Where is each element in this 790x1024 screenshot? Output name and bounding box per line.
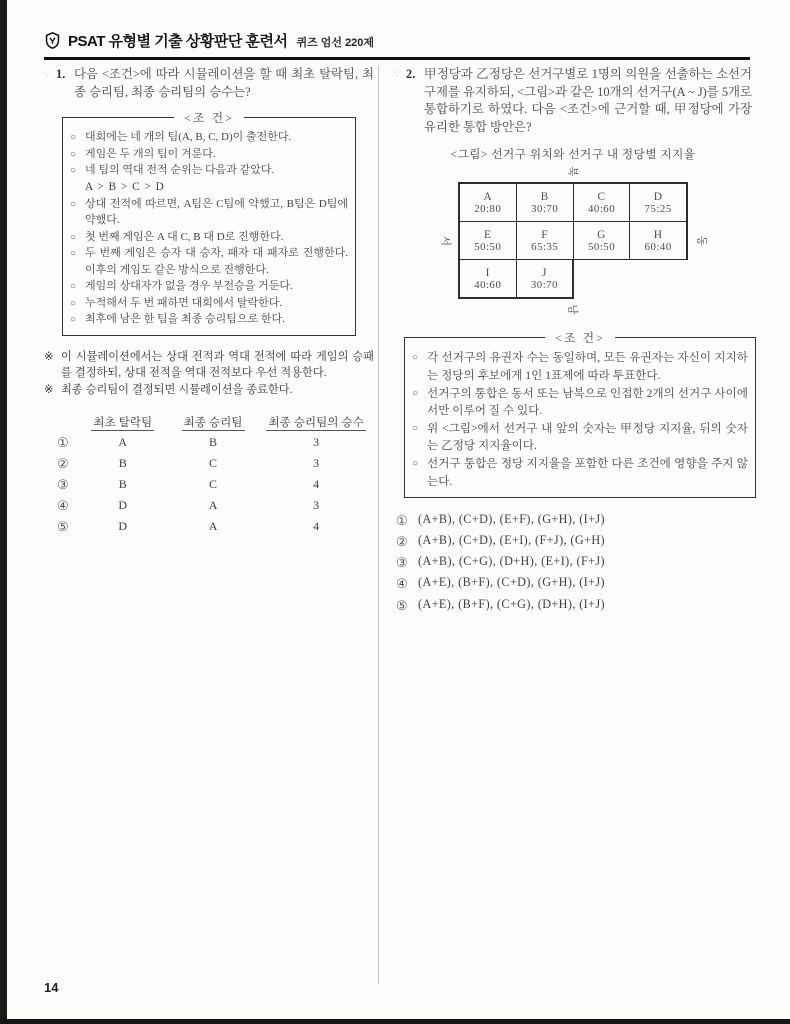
option-number: ②	[56, 455, 69, 471]
question-1-notes	[44, 349, 374, 399]
condition-item	[70, 162, 348, 179]
answer-option-row	[48, 453, 374, 474]
column-header: 최종 승리팀의 승수	[268, 415, 364, 429]
choice-row	[396, 595, 752, 616]
question-1-text: 다음 <조건>에 따라 시뮬레이션을 할 때 최초 탈락팀, 최종 승리팀, 최종 승리팀의 승수는?	[74, 67, 374, 99]
choice-row	[396, 510, 752, 531]
note-text: 이 시뮬레이션에서는 상대 전적과 역대 전적에 따라 게임의 승패를 결정하되, 상대 전적을 역대 전적보다 우선 적용한다.	[61, 350, 374, 380]
ranking-line: A > B > C > D	[85, 180, 165, 193]
choice-row	[396, 531, 752, 552]
condition-item	[70, 129, 348, 146]
figure-title: <그림> 선거구 위치와 선거구 내 정당별 지지율	[450, 148, 696, 162]
district-cell-A: A 20:80	[459, 183, 516, 222]
choice-text: (A+B), (C+D), (E+F), (G+H), (I+J)	[418, 512, 606, 527]
compass-west-label: 서	[439, 235, 451, 247]
circle-bullet: ○	[412, 458, 419, 470]
circle-bullet: ○	[412, 422, 419, 434]
question-2-choices	[396, 510, 752, 615]
district-cell-G: G 50:50	[573, 222, 630, 260]
district-cell-D: D 75:25	[630, 183, 687, 222]
note-text: 최종 승리팀이 결정되면 시뮬레이션을 종료한다.	[61, 384, 293, 397]
choice-text: (A+E), (B+F), (C+G), (D+H), (I+J)	[418, 596, 606, 611]
column-header: 최초 탈락팀	[93, 415, 153, 429]
circle-bullet: ○	[70, 248, 77, 260]
condition-item	[70, 295, 348, 312]
choice-row	[396, 552, 752, 573]
district-grid	[458, 182, 688, 299]
cell-first-eliminated: D	[118, 498, 128, 513]
condition-item	[412, 349, 748, 384]
question-1-condition-box	[62, 111, 356, 335]
choice-number: ④	[396, 576, 408, 592]
cell-win-count: 3	[313, 456, 320, 471]
note-item	[44, 382, 374, 399]
answer-option-row	[48, 516, 374, 537]
print-smudge: ∵	[44, 70, 50, 80]
compass-south-label: 남	[566, 304, 578, 316]
district-cell-F: F 65:35	[516, 222, 573, 260]
condition-item	[70, 146, 348, 163]
question-1-answer-table	[48, 411, 374, 537]
district-cell-B: B 30:70	[516, 183, 573, 222]
circle-bullet: ○	[412, 352, 419, 364]
condition-box-title: <조 건>	[545, 329, 615, 346]
option-number: ⑤	[56, 518, 69, 534]
choice-row	[396, 573, 752, 594]
district-cell-C: C 40:60	[573, 183, 630, 222]
condition-item	[70, 229, 348, 246]
condition-item	[70, 278, 348, 295]
condition-item	[412, 420, 748, 455]
condition-item	[70, 196, 348, 229]
cell-final-winner: A	[208, 519, 218, 534]
circle-bullet: ○	[70, 132, 77, 144]
cell-final-winner: B	[209, 435, 218, 450]
question-2-condition-box	[404, 331, 756, 498]
condition-text: 누적해서 두 번 패하면 대회에서 탈락한다.	[85, 296, 283, 309]
cell-final-winner: C	[209, 477, 218, 492]
condition-text: 선거구의 통합은 동서 또는 남북으로 인접한 2개의 선거구 사이에서만 이루어 질 수 있다.	[427, 386, 748, 418]
choice-text: (A+B), (C+D), (E+I), (F+J), (G+H)	[418, 533, 606, 548]
question-2-stem	[394, 66, 752, 136]
condition-text: 선거구 통합은 정당 지지율을 포함한 다른 조건에 영향을 주지 않는다.	[427, 457, 748, 488]
column-divider	[378, 66, 379, 984]
header-rule	[44, 57, 750, 60]
circle-bullet: ○	[412, 387, 419, 399]
condition-text: 대회에는 네 개의 팀(A, B, C, D)이 출전한다.	[85, 131, 292, 144]
choice-text: (A+B), (C+G), (D+H), (E+I), (F+J)	[418, 554, 606, 569]
condition-text: 두 번째 게임은 승자 대 승자, 패자 대 패자로 진행한다. 이후의 게임도 같은 방식으로 진행한다.	[85, 247, 348, 276]
answer-option-row	[48, 474, 374, 495]
book-title: PSAT 유형별 기출 상황판단 훈련서	[68, 33, 288, 50]
condition-box-title: <조 건>	[174, 109, 244, 126]
circle-bullet: ○	[70, 165, 77, 177]
condition-item	[70, 245, 348, 278]
cell-first-eliminated: D	[118, 519, 128, 534]
condition-text: 게임은 두 개의 팀이 겨룬다.	[85, 147, 216, 160]
cell-win-count: 3	[313, 435, 320, 450]
grid-empty-slot	[630, 260, 687, 299]
cell-final-winner: C	[209, 456, 218, 471]
question-2-text: 甲정당과 乙정당은 선거구별로 1명의 의원을 선출하는 소선거구제를 유지하되, <그림>과 같은 10개의 선거구(A ~ J)를 5개로 통합하기로 하였다. 다음 <조건>에 근거할 때, 甲정당에 가장 유리한 통합 방안은?	[424, 67, 752, 134]
brand-shield-icon	[44, 32, 61, 49]
book-subtitle: 퀴즈 엄선 220제	[296, 36, 375, 49]
circle-bullet: ○	[70, 281, 77, 293]
condition-item	[412, 455, 748, 490]
print-smudge: ∵	[394, 70, 400, 80]
compass-east-label: 동	[695, 235, 707, 247]
circle-bullet: ○	[70, 297, 77, 309]
condition-text: 최후에 남은 한 팀을 최종 승리팀으로 한다.	[85, 313, 285, 326]
note-item	[44, 349, 374, 383]
option-number: ③	[56, 476, 69, 492]
answer-table-header-row	[48, 411, 374, 432]
answer-option-row	[48, 432, 374, 453]
question-1-stem	[44, 66, 374, 101]
grid-empty-slot	[573, 260, 630, 299]
district-figure	[439, 166, 707, 316]
page-header	[44, 30, 374, 51]
condition-text: 각 선거구의 유권자 수는 동일하며, 모든 유권자는 자신이 지지하는 정당의 후보에게 1인 1표제에 따라 투표한다.	[427, 351, 748, 383]
choice-number: ①	[396, 513, 408, 529]
circle-bullet: ○	[70, 314, 77, 326]
page-bottom-edge	[0, 1019, 790, 1024]
district-cell-J: J 30:70	[516, 260, 573, 299]
circle-bullet: ○	[70, 198, 77, 210]
condition-item	[412, 385, 748, 420]
district-cell-H: H 60:40	[630, 222, 687, 260]
page-number: 14	[44, 980, 59, 995]
circle-bullet: ○	[70, 148, 77, 160]
choice-text: (A+E), (B+F), (C+D), (G+H), (I+J)	[418, 575, 606, 590]
option-number: ④	[56, 497, 69, 513]
cell-final-winner: A	[208, 498, 218, 513]
condition-text: 게임의 상대자가 없을 경우 부전승을 거둔다.	[85, 280, 293, 293]
condition-item	[70, 311, 348, 328]
district-cell-I: I 40:60	[459, 260, 516, 299]
condition-text: 위 <그림>에서 선거구 내 앞의 숫자는 甲정당 지지율, 뒤의 숫자는 乙정당 지지율이다.	[427, 421, 748, 453]
choice-number: ②	[396, 534, 408, 550]
question-2-column	[394, 66, 752, 616]
choice-number: ⑤	[396, 597, 408, 613]
condition-text: 상대 전적에 따르면, A팀은 C팀에 약했고, B팀은 D팀에 약했다.	[85, 197, 348, 227]
option-number: ①	[56, 434, 69, 450]
answer-option-row	[48, 495, 374, 516]
cell-win-count: 3	[313, 498, 320, 513]
cell-first-eliminated: B	[118, 456, 127, 471]
column-header: 최종 승리팀	[183, 415, 243, 429]
page-binding-shadow	[0, 0, 7, 1024]
cell-win-count: 4	[313, 477, 320, 492]
note-mark: ※	[44, 384, 54, 397]
condition-text: 네 팀의 역대 전적 순위는 다음과 같았다.	[85, 164, 275, 177]
district-cell-E: E 50:50	[459, 222, 516, 260]
cell-first-eliminated: A	[118, 435, 128, 450]
condition-text: 첫 번째 게임은 A 대 C, B 대 D로 진행한다.	[85, 230, 284, 243]
question-1-column	[44, 66, 374, 537]
circle-bullet: ○	[70, 231, 77, 243]
question-1-number: 1.	[56, 67, 66, 81]
note-mark: ※	[44, 350, 54, 363]
choice-number: ③	[396, 555, 408, 571]
cell-win-count: 4	[313, 519, 320, 534]
cell-first-eliminated: B	[118, 477, 127, 492]
compass-north-label: 북	[566, 166, 578, 178]
question-2-number: 2.	[406, 67, 416, 81]
